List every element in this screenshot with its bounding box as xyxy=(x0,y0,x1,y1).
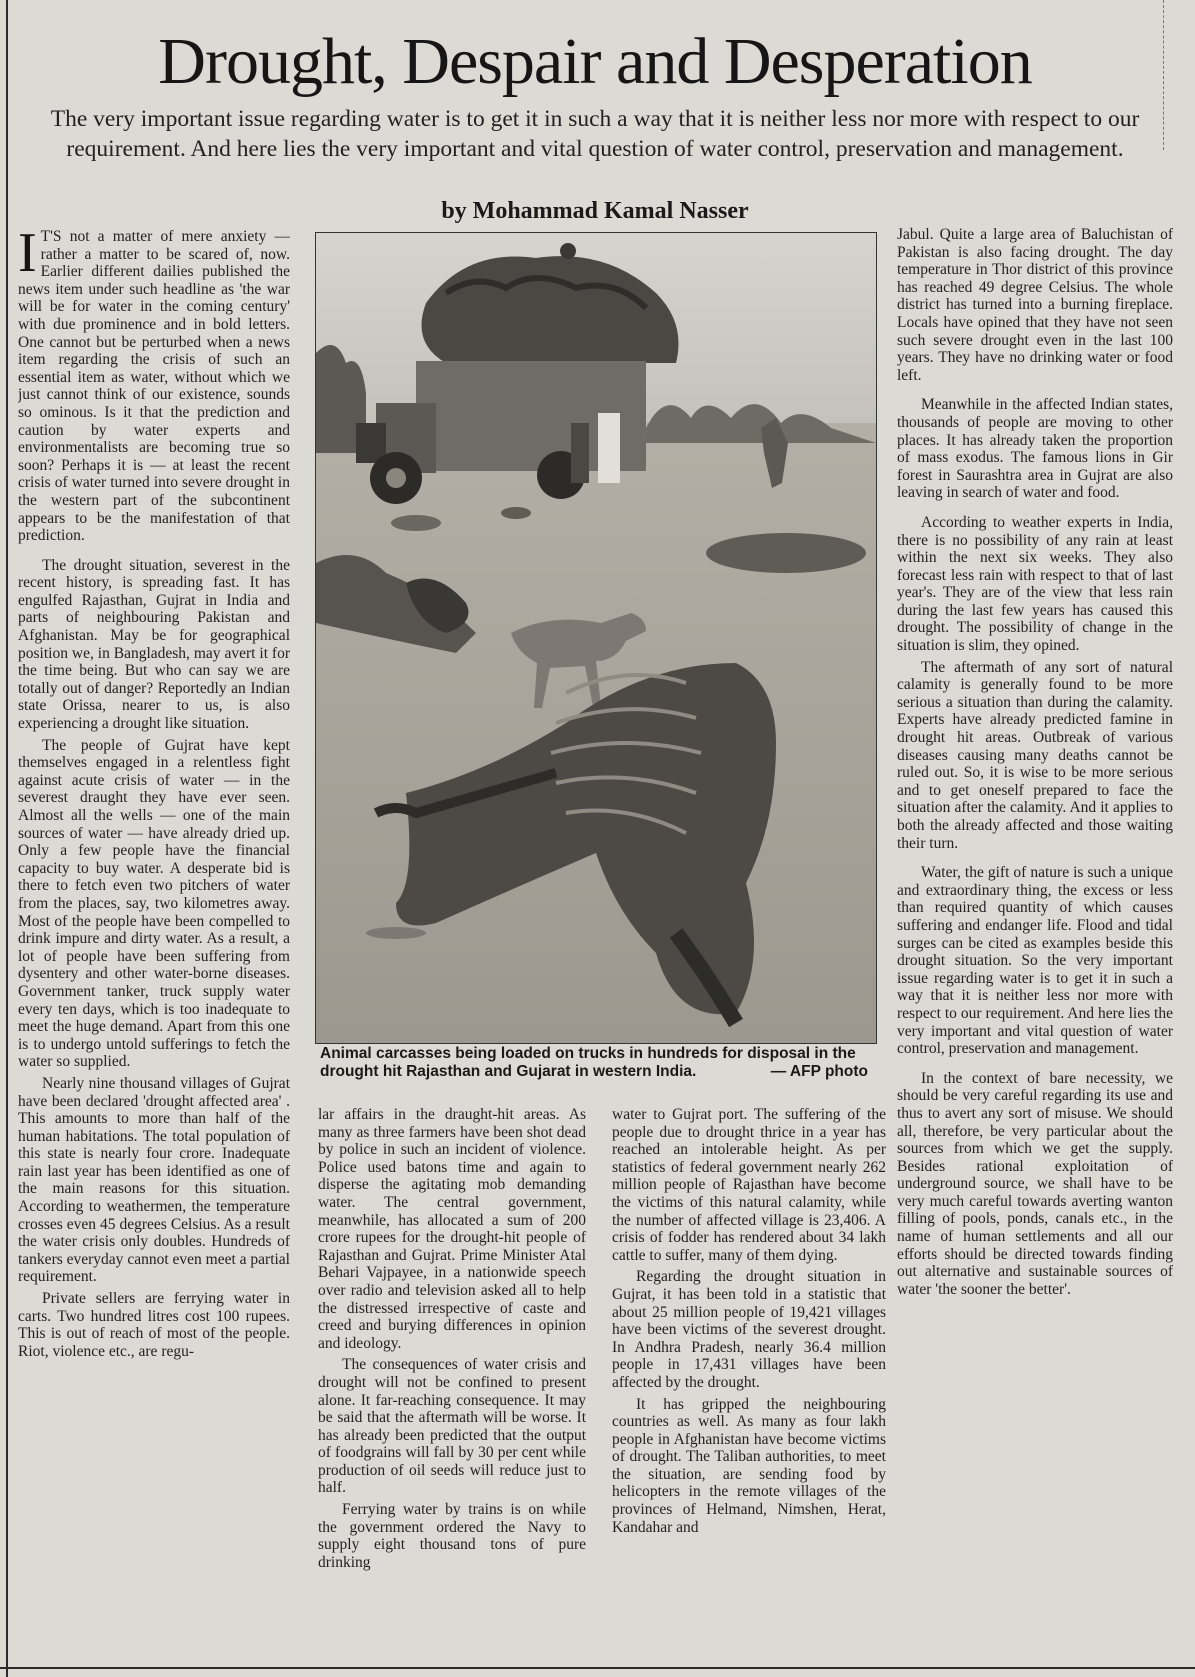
paragraph: Nearly nine thousand villages of Gujrat have been declared 'drought affected area' . This amounts to more than half of the human habitations. The total population of this state is nearly four crore. Inadequate rain last year has been identified as one of the main reasons for this situation. According to weathermen, the temperature crosses even 45 degrees Celsius. As a result the water crisis only doubles. Hundreds of tankers everyday cannot even meet a partial requirement. xyxy=(18,1074,290,1286)
column-4 xyxy=(897,226,1173,1664)
paragraph: According to weather experts in India, there is no possibility of any rain at least within the next six weeks. They also forecast less rain with respect to that of last year's. They are of the view that less rain during the last few years has caused this drought. The possibility of change in the situation is slim, they opined. xyxy=(897,513,1173,655)
paragraph: Meanwhile in the affected Indian states, thousands of people are moving to other places. It has already taken the proportion of mass exodus. The famous lions in Gir forest in Saurashtra area in Gujrat are also leaving in search of water and food. xyxy=(897,396,1173,502)
paragraph: The people of Gujrat have kept themselves engaged in a relentless fight against acute crisis of water — in the severest draught they have ever seen. Almost all the wells — one of the main sources of water — have already dried up. Only a few people have the financial capacity to buy water. A desperate bid is there to fetch even two pitchers of water from the places, say, two kilometres away. Most of the people have been compelled to drink impure and dirty water. As a result, a lot of people have been suffering from dysentery and other water-borne diseases. Government tanker, truck supply water every ten days, which is too inadequate to meet the huge demand. Apart from this one is to undergo untold sufferings to fetch the water so supplied. xyxy=(18,736,290,1071)
left-column-rule xyxy=(6,0,8,1677)
paragraph: Jabul. Quite a large area of Baluchistan of Pakistan is also facing drought. The day temperature in Thor district of this province has reached 49 degree Celsius. The whole district has turned into a burning fireplace. Locals have opined that they have not seen such severe drought even in the last 100 years. They have no drinking water or food left. xyxy=(897,226,1173,384)
paragraph: I T'S not a matter of mere anxiety — rather a matter to be scared of, now. Earlier different dailies published the news item under such headline as 'the war will be for water in the coming century' with due prominence and in bold letters. One cannot but be perturbed when a news item regarding the crisis of such an essential item as water, without which we just cannot think of our existence, sounds so ominous. Is it that the prediction and caution by water experts and environmentalists are becoming true so soon? Perhaps it is — at least the recent crisis of water turned into severe drought in the western part of the subcontinent appears to be the manifestation of that prediction. xyxy=(18,228,290,545)
paragraph: lar affairs in the draught-hit areas. As many as three farmers have been shot dead by police in such an incident of violence. Police used batons time and again to disperse the agitating mob demanding water. The central government, meanwhile, has allocated a sum of 200 crore rupees for the drought-hit people of Rajasthan and Gujrat. Prime Minister Atal Behari Vajpayee, in a nationwide speech over radio and television asked all to help the distressed irrespective of caste and creed and burying differences in opinion and ideology. xyxy=(318,1106,586,1352)
paragraph: Water, the gift of nature is such a unique and extraordinary thing, the excess or less than required quantity of which causes suffering and endanger life. Flood and tidal surges can be cited as examples beside this drought situation. So the very important issue regarding water is to get it in such a way that it is neither less nor more with respect to our requirement. And here lies the very important and vital question of water control, preservation and management. xyxy=(897,864,1173,1058)
standfirst: The very important issue regarding water is to get it in such a way that it is neither less nor more with respect to our requirement. And here lies the very important and vital question of water control, preservation and management. xyxy=(50,106,1140,162)
bottom-rule xyxy=(0,1667,1195,1669)
headline: Drought, Despair and Desperation xyxy=(158,25,1032,98)
paragraph: Ferrying water by trains is on while the government ordered the Navy to supply eight thousand tons of pure drinking xyxy=(318,1501,586,1571)
paragraph: It has gripped the neighbouring countries as well. As many as four lakh people in Afghanistan have become victims of drought. The Taliban authorities, to meet the situation, are sending food by helicopters in the remote villages of the provinces of Helmand, Nimshen, Herat, Kandahar and xyxy=(612,1395,886,1536)
photo-caption xyxy=(320,1045,872,1081)
byline: by Mohammad Kamal Nasser xyxy=(441,198,749,224)
column-2 xyxy=(318,1106,586,1664)
paragraph: The consequences of water crisis and drought will not be confined to present alone. It far-reaching consequence. It may be said that the aftermath will be worse. It has already been predicted that the output of foodgrains will fall by 30 per cent while production of oil seeds will reduce just to half. xyxy=(318,1356,586,1497)
paragraph: The drought situation, severest in the recent history, is spreading fast. It has engulfed Rajasthan, Gujrat in India and parts of neighbouring Pakistan and Afghanistan. May be for geographical position we, in Bangladesh, may avert it for the time being. But who can say we are totally out of danger? Reportedly an Indian state Orissa, nearer to us, is also experiencing a drought like situation. xyxy=(18,556,290,733)
paragraph: Private sellers are ferrying water in carts. Two hundred litres cost 100 rupees. This is out of reach of most of the people. Riot, violence etc., are regu- xyxy=(18,1290,290,1360)
column-1 xyxy=(18,228,290,1664)
paragraph: The aftermath of any sort of natural calamity is generally found to be more serious a situation than during the calamity. Experts have already predicted famine in drought hit areas. Outbreak of various diseases causing many deaths cannot be ruled out. So, it is wise to be more serious and to get oneself prepared to face the situation after the calamity. And it applies to both the already affected and those waiting their turn. xyxy=(897,658,1173,852)
caption-text: Animal carcasses being loaded on trucks in hundreds for disposal in the drought hit Rajasthan and Gujarat in western India. xyxy=(320,1045,856,1080)
paragraph: water to Gujrat port. The suffering of the people due to drought thrice in a year has reached an intolerable height. As per statistics of federal government nearly 262 million people of Rajasthan have become the victims of this natural calamity, while the number of affected village is 23,406. A crisis of fodder has rendered about 34 lakh cattle to suffer, many of them dying. xyxy=(612,1106,886,1264)
paragraph: Regarding the drought situation in Gujrat, it has been told in a statistic that about 25 million people of 19,421 villages have been victims of the severest drought. In Andhra Pradesh, nearly 36.4 million people in 17,431 villages have been affected by the drought. xyxy=(612,1268,886,1391)
paragraph: In the context of bare necessity, we should be very careful regarding its use and thus to avert any sort of misuse. We should all, therefore, be very particular about the sources from which we get the supply. Besides rational exploitation of underground source, we shall have to be very much careful towards averting wanton filling of pools, ponds, canals etc., in the name of human settlements and all our efforts should be directed towards finding out alternative and sustainable sources of water 'the sooner the better'. xyxy=(897,1069,1173,1298)
column-3 xyxy=(612,1106,886,1664)
news-photo xyxy=(315,232,877,1044)
drop-cap: I xyxy=(18,228,37,284)
drought-photo-illustration xyxy=(316,233,876,1043)
photo-credit: — AFP photo xyxy=(770,1063,868,1080)
